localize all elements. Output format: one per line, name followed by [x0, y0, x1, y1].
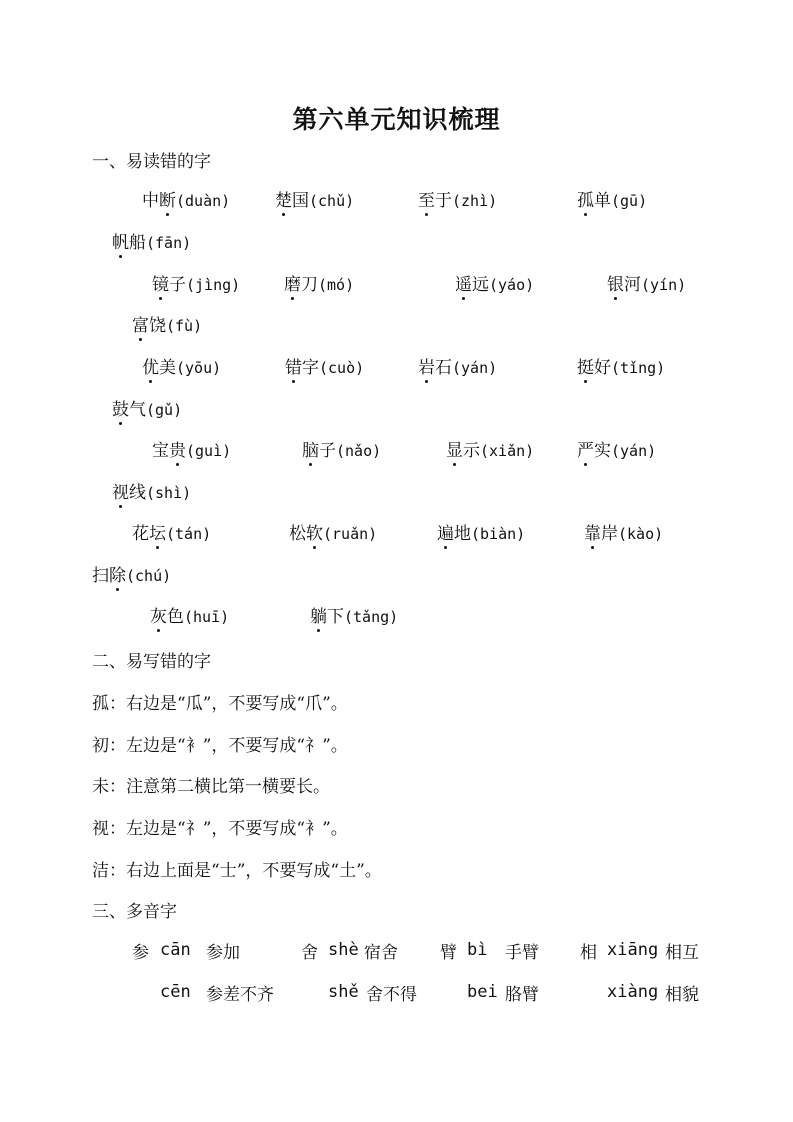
word-char: 错	[285, 358, 302, 378]
word-char: 显	[446, 441, 463, 461]
misread-word	[92, 561, 171, 586]
pinyin: (chú)	[126, 567, 172, 585]
pinyin: cēn	[160, 982, 191, 1002]
misread-word	[584, 519, 663, 544]
misread-word	[577, 436, 656, 461]
section-heading-easy-misread: 一、易读错的字	[92, 152, 211, 172]
pinyin: (yín)	[641, 276, 687, 294]
word-char: 字	[302, 358, 319, 378]
word-char: 气	[129, 400, 146, 420]
pinyin: (kào)	[618, 525, 664, 543]
word-char: 实	[594, 441, 611, 461]
pinyin: (shì)	[146, 484, 192, 502]
word-char: 单	[594, 191, 611, 211]
misread-word	[289, 519, 377, 544]
word-char: 刀	[301, 275, 318, 295]
word-char: 花	[132, 524, 149, 544]
word-char: 线	[129, 483, 146, 503]
word-char: 于	[435, 191, 452, 211]
misread-word	[152, 436, 231, 461]
word-char: 软	[306, 524, 323, 544]
miswrite-line: 未：注意第二横比第一横要长。	[92, 777, 330, 797]
section-heading-polyphonic: 三、多音字	[92, 902, 177, 922]
misread-word	[418, 186, 497, 211]
word-char: 至	[418, 191, 435, 211]
word-char: 下	[327, 607, 344, 627]
pinyin: (duàn)	[176, 192, 231, 210]
pinyin: (jìng)	[186, 276, 241, 294]
word-char: 遍	[437, 524, 454, 544]
miswrite-line: 初：左边是“衤”，不要写成“礻”。	[92, 736, 348, 756]
pinyin: (chǔ)	[309, 192, 355, 210]
word-char: 镜	[152, 275, 169, 295]
example-word: 舍不得	[366, 985, 417, 1005]
misread-word	[150, 602, 229, 627]
pinyin: xiāng	[607, 940, 659, 960]
pinyin: shè	[328, 940, 359, 960]
section-heading-easy-miswrite: 二、易写错的字	[92, 652, 211, 672]
word-char: 鼓	[112, 400, 129, 420]
example-word: 相互	[665, 943, 699, 963]
word-char: 中	[142, 191, 159, 211]
word-char: 石	[435, 358, 452, 378]
pinyin: bì	[467, 940, 488, 960]
misread-word	[577, 353, 665, 378]
pinyin: cān	[160, 940, 191, 960]
misread-word	[455, 270, 534, 295]
example-word: 参加	[206, 943, 240, 963]
misread-word	[302, 436, 381, 461]
miswrite-line: 孤：右边是“瓜”，不要写成“爪”。	[92, 694, 348, 714]
word-char: 躺	[310, 607, 327, 627]
word-char: 好	[594, 358, 611, 378]
misread-word	[310, 602, 398, 627]
word-char: 地	[454, 524, 471, 544]
pinyin: shě	[328, 982, 359, 1002]
word-char: 岸	[601, 524, 618, 544]
misread-word	[275, 186, 354, 211]
misread-word	[577, 186, 647, 211]
word-char: 岩	[418, 358, 435, 378]
pinyin: (yán)	[452, 359, 498, 377]
word-char: 孤	[577, 191, 594, 211]
pinyin: bei	[467, 982, 498, 1002]
word-char: 视	[112, 483, 129, 503]
word-char: 遥	[455, 275, 472, 295]
miswrite-line: 视：左边是“礻”，不要写成“衤”。	[92, 819, 348, 839]
word-char: 优	[142, 358, 159, 378]
misread-word	[132, 311, 202, 336]
pinyin: (tán)	[166, 525, 212, 543]
word-char: 靠	[584, 524, 601, 544]
misread-word	[112, 478, 191, 503]
word-char: 坛	[149, 524, 166, 544]
pinyin: (gū)	[611, 192, 648, 210]
misread-word	[112, 395, 182, 420]
word-char: 河	[624, 275, 641, 295]
word-char: 饶	[149, 316, 166, 336]
example-word: 手臂	[505, 943, 539, 963]
example-word: 宿舍	[364, 943, 398, 963]
polyphonic-char: 臂	[440, 943, 457, 963]
word-char: 贵	[169, 441, 186, 461]
pinyin: (zhì)	[452, 192, 498, 210]
polyphonic-char: 相	[580, 943, 597, 963]
pinyin: (mó)	[318, 276, 355, 294]
misread-word	[607, 270, 686, 295]
word-char: 扫	[92, 566, 109, 586]
word-char: 松	[289, 524, 306, 544]
word-char: 国	[292, 191, 309, 211]
misread-word	[132, 519, 211, 544]
pinyin: (ruǎn)	[323, 525, 378, 543]
pinyin: (yáo)	[489, 276, 535, 294]
polyphonic-char: 舍	[301, 943, 318, 963]
misread-word	[152, 270, 240, 295]
misread-word	[142, 353, 221, 378]
example-word: 参差不齐	[206, 985, 274, 1005]
word-char: 子	[319, 441, 336, 461]
misread-word	[446, 436, 534, 461]
word-char: 挺	[577, 358, 594, 378]
word-char: 严	[577, 441, 594, 461]
pinyin: (huī)	[184, 608, 230, 626]
example-word: 相貌	[665, 985, 699, 1005]
word-char: 子	[169, 275, 186, 295]
pinyin: (xiǎn)	[480, 442, 535, 460]
pinyin: (gǔ)	[146, 401, 183, 419]
word-char: 灰	[150, 607, 167, 627]
pinyin: xiàng	[607, 982, 659, 1002]
word-char: 脑	[302, 441, 319, 461]
pinyin: (fù)	[166, 317, 203, 335]
word-char: 除	[109, 566, 126, 586]
polyphonic-char: 参	[132, 943, 149, 963]
misread-word	[285, 353, 364, 378]
example-word: 胳臂	[505, 985, 539, 1005]
word-char: 美	[159, 358, 176, 378]
word-char: 宝	[152, 441, 169, 461]
pinyin: (biàn)	[471, 525, 526, 543]
misread-word	[437, 519, 525, 544]
word-char: 富	[132, 316, 149, 336]
misread-word	[284, 270, 354, 295]
misread-word	[142, 186, 230, 211]
word-char: 磨	[284, 275, 301, 295]
word-char: 示	[463, 441, 480, 461]
word-char: 远	[472, 275, 489, 295]
pinyin: (yōu)	[176, 359, 222, 377]
word-char: 银	[607, 275, 624, 295]
miswrite-line: 洁：右边上面是“士”，不要写成“土”。	[92, 861, 382, 881]
pinyin: (fān)	[146, 234, 192, 252]
misread-word	[418, 353, 497, 378]
word-char: 断	[159, 191, 176, 211]
pinyin: (yán)	[611, 442, 657, 460]
word-char: 楚	[275, 191, 292, 211]
pinyin: (tǎng)	[344, 608, 399, 626]
misread-word	[112, 228, 191, 253]
word-char: 帆	[112, 233, 129, 253]
word-char: 船	[129, 233, 146, 253]
pinyin: (guì)	[186, 442, 232, 460]
pinyin: (nǎo)	[336, 442, 382, 460]
pinyin: (cuò)	[319, 359, 365, 377]
word-char: 色	[167, 607, 184, 627]
pinyin: (tǐng)	[611, 359, 666, 377]
page-title: 第六单元知识梳理	[292, 105, 501, 134]
